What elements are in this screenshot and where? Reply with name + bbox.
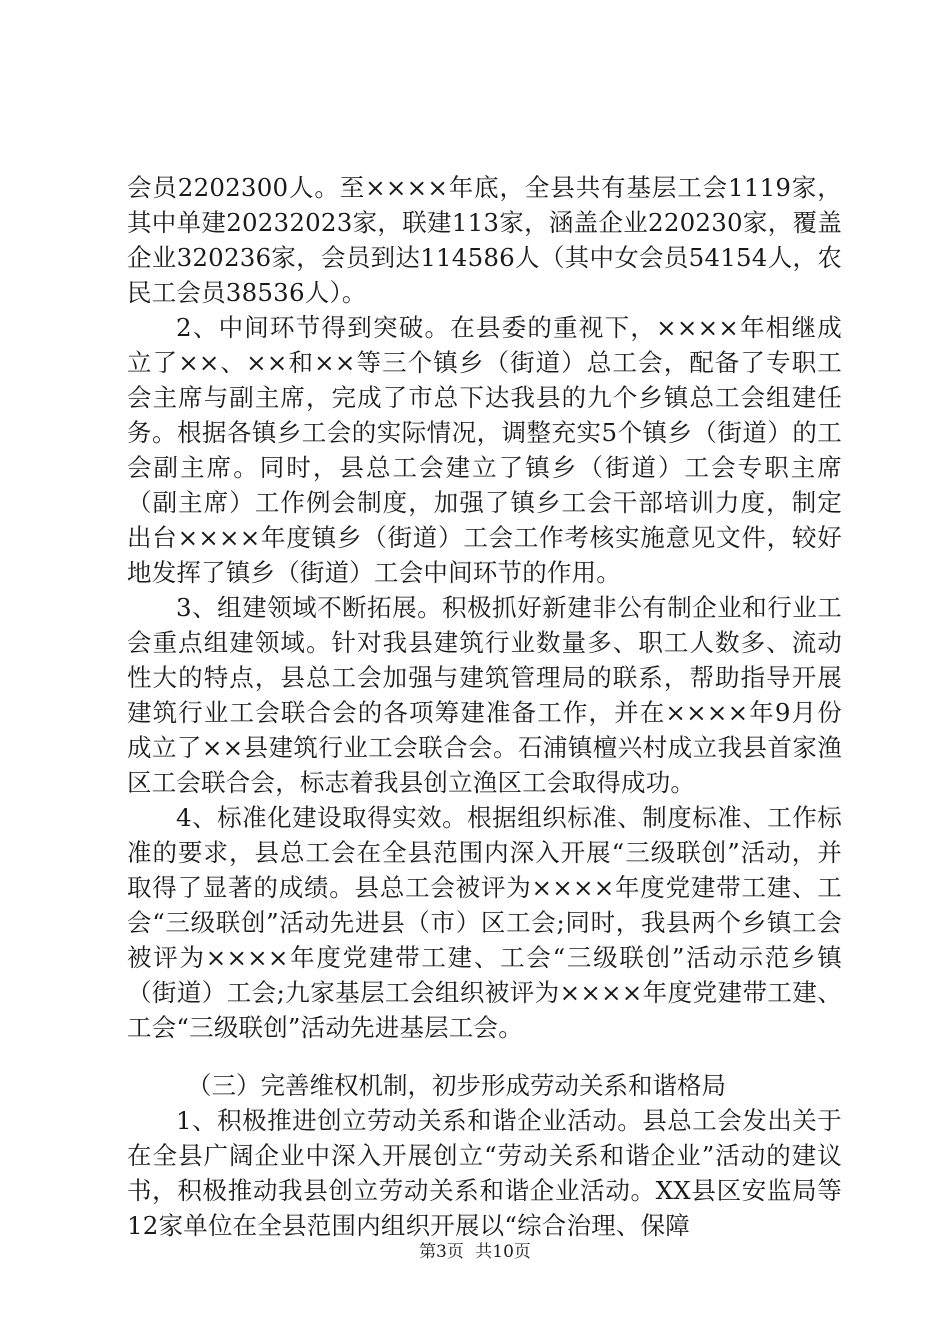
paragraph-middle-link: 2、中间环节得到突破。在县委的重视下，××××年相继成立了××、××和××等三个镇乡（街道）总工会，配备了专职工会主席与副主席，完成了市总下达我县的九个乡镇总工会组建任务。根据各镇乡工会的实际情况，调整充实5个镇乡（街道）的工会副主席。同时，县总工会建立了镇乡（街道）工会专职主席（副主席）工作例会制度，加强了镇乡工会干部培训力度，制定出台××××年度镇乡（街道）工会工作考核实施意见文件，较好地发挥了镇乡（街道）工会中间环节的作用。 xyxy=(127,313,842,587)
document-body xyxy=(127,170,842,1243)
page-footer xyxy=(0,1242,950,1262)
section-heading: （三）完善维权机制，初步形成劳动关系和谐格局 xyxy=(187,1071,726,1100)
paragraph-membership-stats: 会员2202300人。至××××年底，全县共有基层工会1119家，其中单建20232023家，联建113家，涵盖企业220230家，覆盖企业320236家，会员到达114586人（其中女会员54154人，农民工会员38536人）。 xyxy=(127,173,842,307)
paragraph-standardization: 4、标准化建设取得实效。根据组织标准、制度标准、工作标准的要求，县总工会在全县范围内深入开展“三级联创”活动，并取得了显著的成绩。县总工会被评为××××年度党建带工建、工会“三级联创”活动先进县（市）区工会;同时，我县两个乡镇工会被评为××××年度党建带工建、工会“三级联创”活动示范乡镇（街道）工会;九家基层工会组织被评为××××年度党建带工建、工会“三级联创”活动先进基层工会。 xyxy=(127,803,842,1042)
page-total: 共10页 xyxy=(475,1242,531,1262)
page-number: 第3页 xyxy=(419,1242,464,1262)
paragraph-expansion: 3、组建领域不断拓展。积极抓好新建非公有制企业和行业工会重点组建领域。针对我县建筑行业数量多、职工人数多、流动性大的特点，县总工会加强与建筑管理局的联系，帮助指导开展建筑行业工会联合会的各项筹建准备工作，并在××××年9月份成立了××县建筑行业工会联合会。石浦镇檀兴村成立我县首家渔区工会联合会，标志着我县创立渔区工会取得成功。 xyxy=(127,593,842,797)
paragraph-harmonious-enterprise: 1、积极推进创立劳动关系和谐企业活动。县总工会发出关于在全县广阔企业中深入开展创立“劳动关系和谐企业”活动的建议书，积极推动我县创立劳动关系和谐企业活动。XX县区安监局等12家单位在全县范围内组织开展以“综合治理、保障 xyxy=(127,1106,842,1240)
